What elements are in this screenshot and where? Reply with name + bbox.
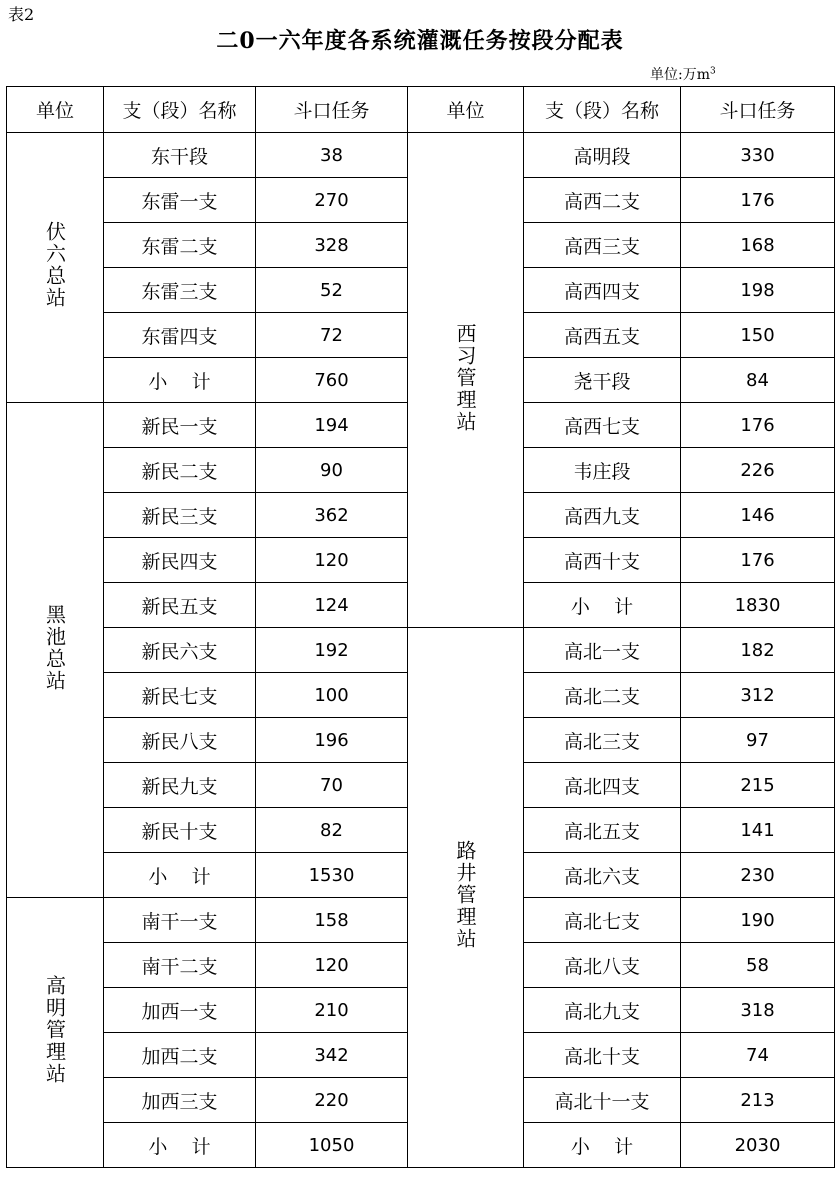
- unit-superscript: 3: [710, 66, 716, 77]
- right-branch-name: 高北九支: [524, 988, 681, 1033]
- left-branch-task: 1530: [256, 853, 408, 898]
- left-branch-task: 124: [256, 583, 408, 628]
- left-branch-name: 东雷二支: [104, 223, 256, 268]
- right-branch-name: 高北十一支: [524, 1078, 681, 1123]
- left-branch-name: 新民八支: [104, 718, 256, 763]
- left-branch-name: 新民三支: [104, 493, 256, 538]
- left-branch-task: 270: [256, 178, 408, 223]
- right-branch-name: 高北二支: [524, 673, 681, 718]
- right-branch-task: 213: [681, 1078, 835, 1123]
- right-branch-task: 312: [681, 673, 835, 718]
- left-branch-name: 加西一支: [104, 988, 256, 1033]
- header-name-left: 支（段）名称: [104, 87, 256, 133]
- right-branch-task: 176: [681, 178, 835, 223]
- right-branch-name: 高西十支: [524, 538, 681, 583]
- left-branch-name: 加西三支: [104, 1078, 256, 1123]
- left-branch-task: 90: [256, 448, 408, 493]
- left-branch-name: 小 计: [104, 1123, 256, 1168]
- left-branch-task: 1050: [256, 1123, 408, 1168]
- left-branch-name: 小 计: [104, 853, 256, 898]
- right-branch-task: 176: [681, 403, 835, 448]
- right-branch-task: 230: [681, 853, 835, 898]
- right-branch-name: 高北六支: [524, 853, 681, 898]
- right-branch-task: 1830: [681, 583, 835, 628]
- right-branch-name: 高北一支: [524, 628, 681, 673]
- left-branch-task: 220: [256, 1078, 408, 1123]
- right-branch-task: 176: [681, 538, 835, 583]
- right-branch-task: 150: [681, 313, 835, 358]
- right-branch-task: 190: [681, 898, 835, 943]
- header-unit-right: 单位: [408, 87, 524, 133]
- left-branch-name: 南干一支: [104, 898, 256, 943]
- right-branch-name: 韦庄段: [524, 448, 681, 493]
- right-branch-name: 高北八支: [524, 943, 681, 988]
- left-branch-name: 新民二支: [104, 448, 256, 493]
- left-branch-task: 196: [256, 718, 408, 763]
- group-heichi-label: 黑池总站: [42, 603, 67, 692]
- left-branch-task: 52: [256, 268, 408, 313]
- right-branch-name: 高西四支: [524, 268, 681, 313]
- group-lujing-cell: [408, 628, 524, 1168]
- left-branch-task: 760: [256, 358, 408, 403]
- left-branch-task: 82: [256, 808, 408, 853]
- header-task-left: 斗口任务: [256, 87, 408, 133]
- right-branch-task: 74: [681, 1033, 835, 1078]
- right-branch-name: 高西九支: [524, 493, 681, 538]
- right-branch-name: 高北十支: [524, 1033, 681, 1078]
- allocation-table: [6, 86, 835, 1168]
- right-branch-task: 141: [681, 808, 835, 853]
- right-branch-task: 226: [681, 448, 835, 493]
- right-branch-name: 高明段: [524, 133, 681, 178]
- left-branch-name: 东雷四支: [104, 313, 256, 358]
- unit-text: 单位:万m: [650, 67, 710, 83]
- left-branch-name: 新民九支: [104, 763, 256, 808]
- group-gaoming-cell: [7, 898, 104, 1168]
- left-branch-name: 东雷三支: [104, 268, 256, 313]
- table-number: 表2: [8, 5, 35, 24]
- right-branch-name: 高西五支: [524, 313, 681, 358]
- page-title: 二0一六年度各系统灌溉任务按段分配表: [216, 28, 624, 54]
- right-branch-name: 高北四支: [524, 763, 681, 808]
- left-branch-task: 328: [256, 223, 408, 268]
- unit-note: [650, 64, 716, 84]
- header-unit-left: 单位: [7, 87, 104, 133]
- right-branch-task: 58: [681, 943, 835, 988]
- left-branch-name: 新民七支: [104, 673, 256, 718]
- group-xixi-label: 西习管理站: [453, 322, 477, 433]
- header-name-right: 支（段）名称: [524, 87, 681, 133]
- left-branch-task: 342: [256, 1033, 408, 1078]
- right-branch-name: 高北三支: [524, 718, 681, 763]
- group-lujing-label: 路井管理站: [453, 840, 477, 950]
- left-branch-task: 72: [256, 313, 408, 358]
- right-branch-name: 高西二支: [524, 178, 681, 223]
- left-branch-name: 新民五支: [104, 583, 256, 628]
- left-branch-name: 加西二支: [104, 1033, 256, 1078]
- right-branch-task: 146: [681, 493, 835, 538]
- left-branch-task: 192: [256, 628, 408, 673]
- group-gaoming-label: 高明管理站: [42, 975, 67, 1085]
- left-branch-name: 新民四支: [104, 538, 256, 583]
- right-branch-name: 高西七支: [524, 403, 681, 448]
- left-branch-name: 小 计: [104, 358, 256, 403]
- group-fuliu-cell: [7, 133, 104, 403]
- group-xixi-cell: [408, 133, 524, 628]
- table-row: [7, 133, 835, 178]
- right-branch-task: 182: [681, 628, 835, 673]
- left-branch-task: 120: [256, 538, 408, 583]
- left-branch-task: 194: [256, 403, 408, 448]
- group-fuliu-label: 伏六总站: [42, 221, 67, 309]
- left-branch-task: 100: [256, 673, 408, 718]
- right-branch-name: 高北七支: [524, 898, 681, 943]
- left-branch-task: 210: [256, 988, 408, 1033]
- right-branch-task: 198: [681, 268, 835, 313]
- group-heichi-cell: [7, 403, 104, 898]
- right-branch-task: 318: [681, 988, 835, 1033]
- left-branch-name: 东干段: [104, 133, 256, 178]
- right-branch-task: 97: [681, 718, 835, 763]
- right-branch-task: 330: [681, 133, 835, 178]
- right-branch-name: 小 计: [524, 583, 681, 628]
- table-row: [7, 628, 835, 673]
- header-row: [7, 87, 835, 133]
- left-branch-name: 新民十支: [104, 808, 256, 853]
- left-branch-name: 新民六支: [104, 628, 256, 673]
- right-branch-name: 小 计: [524, 1123, 681, 1168]
- right-branch-task: 2030: [681, 1123, 835, 1168]
- right-branch-name: 尧干段: [524, 358, 681, 403]
- left-branch-name: 新民一支: [104, 403, 256, 448]
- left-branch-task: 362: [256, 493, 408, 538]
- left-branch-name: 东雷一支: [104, 178, 256, 223]
- right-branch-task: 215: [681, 763, 835, 808]
- header-task-right: 斗口任务: [681, 87, 835, 133]
- left-branch-task: 120: [256, 943, 408, 988]
- left-branch-task: 158: [256, 898, 408, 943]
- left-branch-task: 38: [256, 133, 408, 178]
- right-branch-name: 高北五支: [524, 808, 681, 853]
- right-branch-task: 168: [681, 223, 835, 268]
- left-branch-task: 70: [256, 763, 408, 808]
- left-branch-name: 南干二支: [104, 943, 256, 988]
- right-branch-name: 高西三支: [524, 223, 681, 268]
- right-branch-task: 84: [681, 358, 835, 403]
